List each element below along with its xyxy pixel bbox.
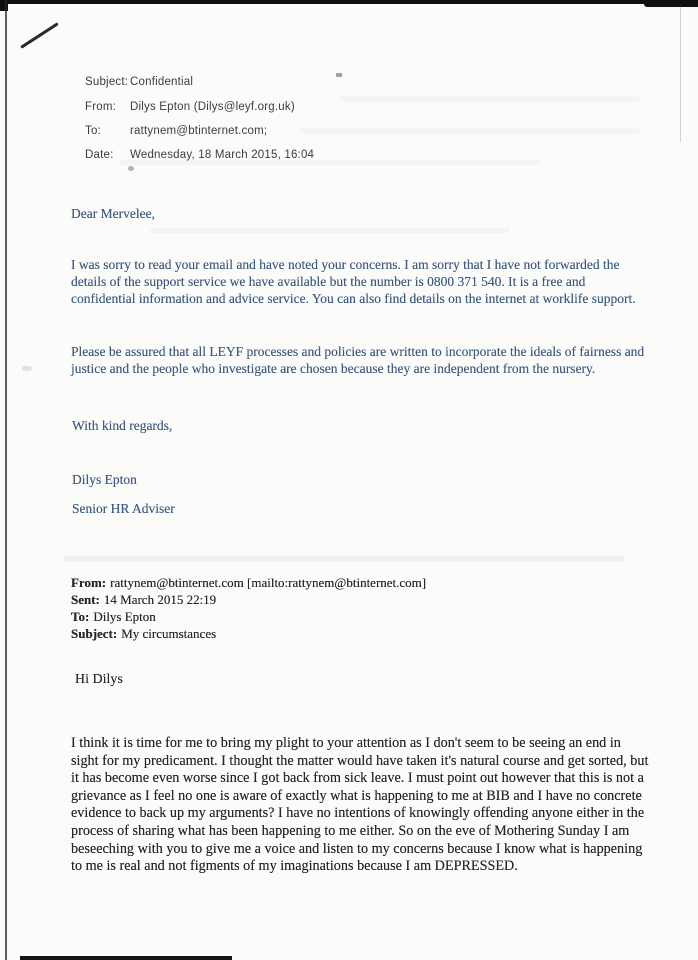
from-value: Dilys Epton (Dilys@leyf.org.uk)	[130, 100, 295, 113]
quoted-header-to	[71, 608, 426, 625]
scan-edge-top	[0, 0, 698, 4]
scan-smudge	[300, 128, 640, 134]
scan-smudge	[22, 366, 32, 371]
reply-closing: With kind regards,	[72, 418, 173, 433]
quoted-to-value: Dilys Epton	[93, 609, 156, 624]
reply-signature-title: Senior HR Adviser	[72, 501, 175, 516]
date-label: Date:	[85, 149, 114, 162]
quoted-header-block	[71, 574, 426, 642]
stray-dash-mark	[336, 73, 342, 77]
quoted-sent-value: 14 March 2015 22:19	[103, 592, 217, 607]
email-header-block	[85, 70, 314, 168]
date-value: Wednesday, 18 March 2015, 16:04	[130, 149, 315, 162]
header-row-date	[85, 143, 314, 167]
quoted-subject-label: Subject:	[71, 626, 118, 641]
quoted-from-label: From:	[71, 575, 107, 590]
reply-paragraph-2: Please be assured that all LEYF processes and policies are written to incorporate the ideals of fairness and justice and the people who investigate are chosen because they are independent from the nursery.	[71, 344, 645, 376]
quoted-header-from	[71, 574, 426, 591]
scan-edge-top-right	[644, 0, 698, 7]
reply-greeting: Dear Mervelee,	[71, 206, 155, 221]
quoted-body: I think it is time for me to bring my plight to your attention as I don't seem to be seeing an end in sight for my predicament. I thought the matter would have taken it's natural course and get sorted, but it has become even worse since I got back from sick leave. I must point out however that this is not a grievance as I feel no one is aware of exactly what is happening to me at BIB and I have no concrete evidence to back up my arguments? I have no intentions of knowingly offending anyone either in the process of sharing what has been happening to me either. So on the eve of Mothering Sunday I am beseeching with you to give me a voice and listen to my concerns because I know what is happening to me is real and not figments of my imaginations because I am DEPRESSED.	[71, 735, 649, 875]
header-row-subject	[85, 70, 314, 94]
quoted-from-value: rattynem@btinternet.com [mailto:rattynem@btinternet.com]	[110, 575, 427, 590]
quoted-to-label: To:	[71, 609, 90, 624]
to-label: To:	[85, 124, 101, 137]
reply-signature-name: Dilys Epton	[72, 472, 137, 487]
scan-edge-bottom	[20, 956, 232, 960]
quoted-header-subject	[71, 625, 426, 642]
quoted-subject-value: My circumstances	[121, 626, 217, 641]
reply-paragraph-1: I was sorry to read your email and have noted your concerns. I am sorry that I have not forwarded the details of the support service we have available but the number is 0800 371 540. It is a free and confidential information and advice service. You can also find details on the internet at worklife support.	[71, 257, 636, 306]
scan-smudge	[150, 228, 510, 233]
pen-mark-icon	[20, 22, 59, 48]
subject-value: Confidential	[130, 76, 194, 89]
quoted-sent-label: Sent:	[71, 592, 100, 607]
quoted-header-sent	[71, 591, 426, 608]
scan-edge-left	[5, 0, 7, 960]
subject-label: Subject:	[85, 76, 129, 89]
quoted-greeting: Hi Dilys	[75, 672, 123, 687]
scan-smudge	[340, 96, 640, 102]
from-label: From:	[85, 100, 117, 113]
scan-line-right	[680, 4, 681, 142]
to-value: rattynem@btinternet.com;	[130, 124, 268, 137]
header-row-to	[85, 119, 314, 143]
header-row-from	[85, 94, 314, 118]
scan-smudge	[64, 556, 624, 562]
